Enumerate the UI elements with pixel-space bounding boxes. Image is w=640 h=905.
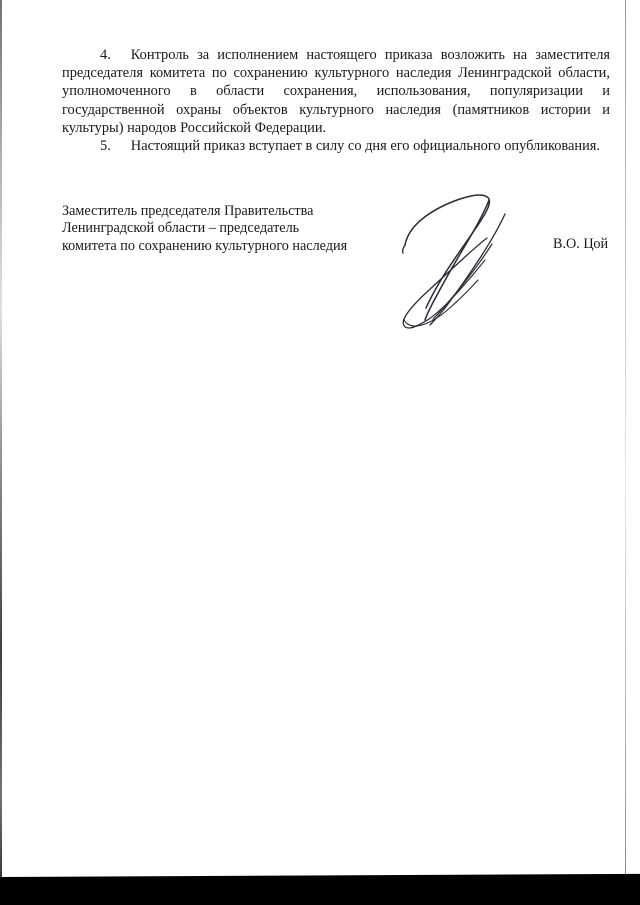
paragraph-4-number: 4.: [100, 47, 111, 63]
paragraph-5-text: Настоящий приказ вступает в силу со дня его официального опубликования.: [130, 138, 601, 155]
signature-block: [62, 203, 392, 255]
scan-edge-left: [0, 0, 2, 905]
paragraph-4: [62, 46, 610, 137]
paragraph-4-text: Контроль за исполнением настоящего приказа возложить на заместителя председателя комитета по сохранению культурного наследия Ленинградской области, уполномоченного в области сохранения, использования, популяризации и государственной охраны объектов культурного наследия (памятников истории и культуры) народов Российской Федерации.: [62, 47, 610, 136]
signature-title-line-3: комитета по сохранению культурного наследия: [62, 237, 348, 254]
document-body-text: [62, 46, 610, 155]
scan-edge-right: [625, 0, 626, 880]
handwritten-signature-icon: [393, 188, 533, 336]
signatory-name: В.О. Цой: [553, 236, 609, 252]
paragraph-5-number: 5.: [100, 138, 111, 155]
paragraph-5: [62, 137, 610, 155]
signature-title-line-2: Ленинградской области – председатель: [62, 220, 300, 237]
signature-title-line-1: Заместитель председателя Правительства: [62, 203, 314, 219]
scan-edge-bottom: [0, 874, 640, 905]
